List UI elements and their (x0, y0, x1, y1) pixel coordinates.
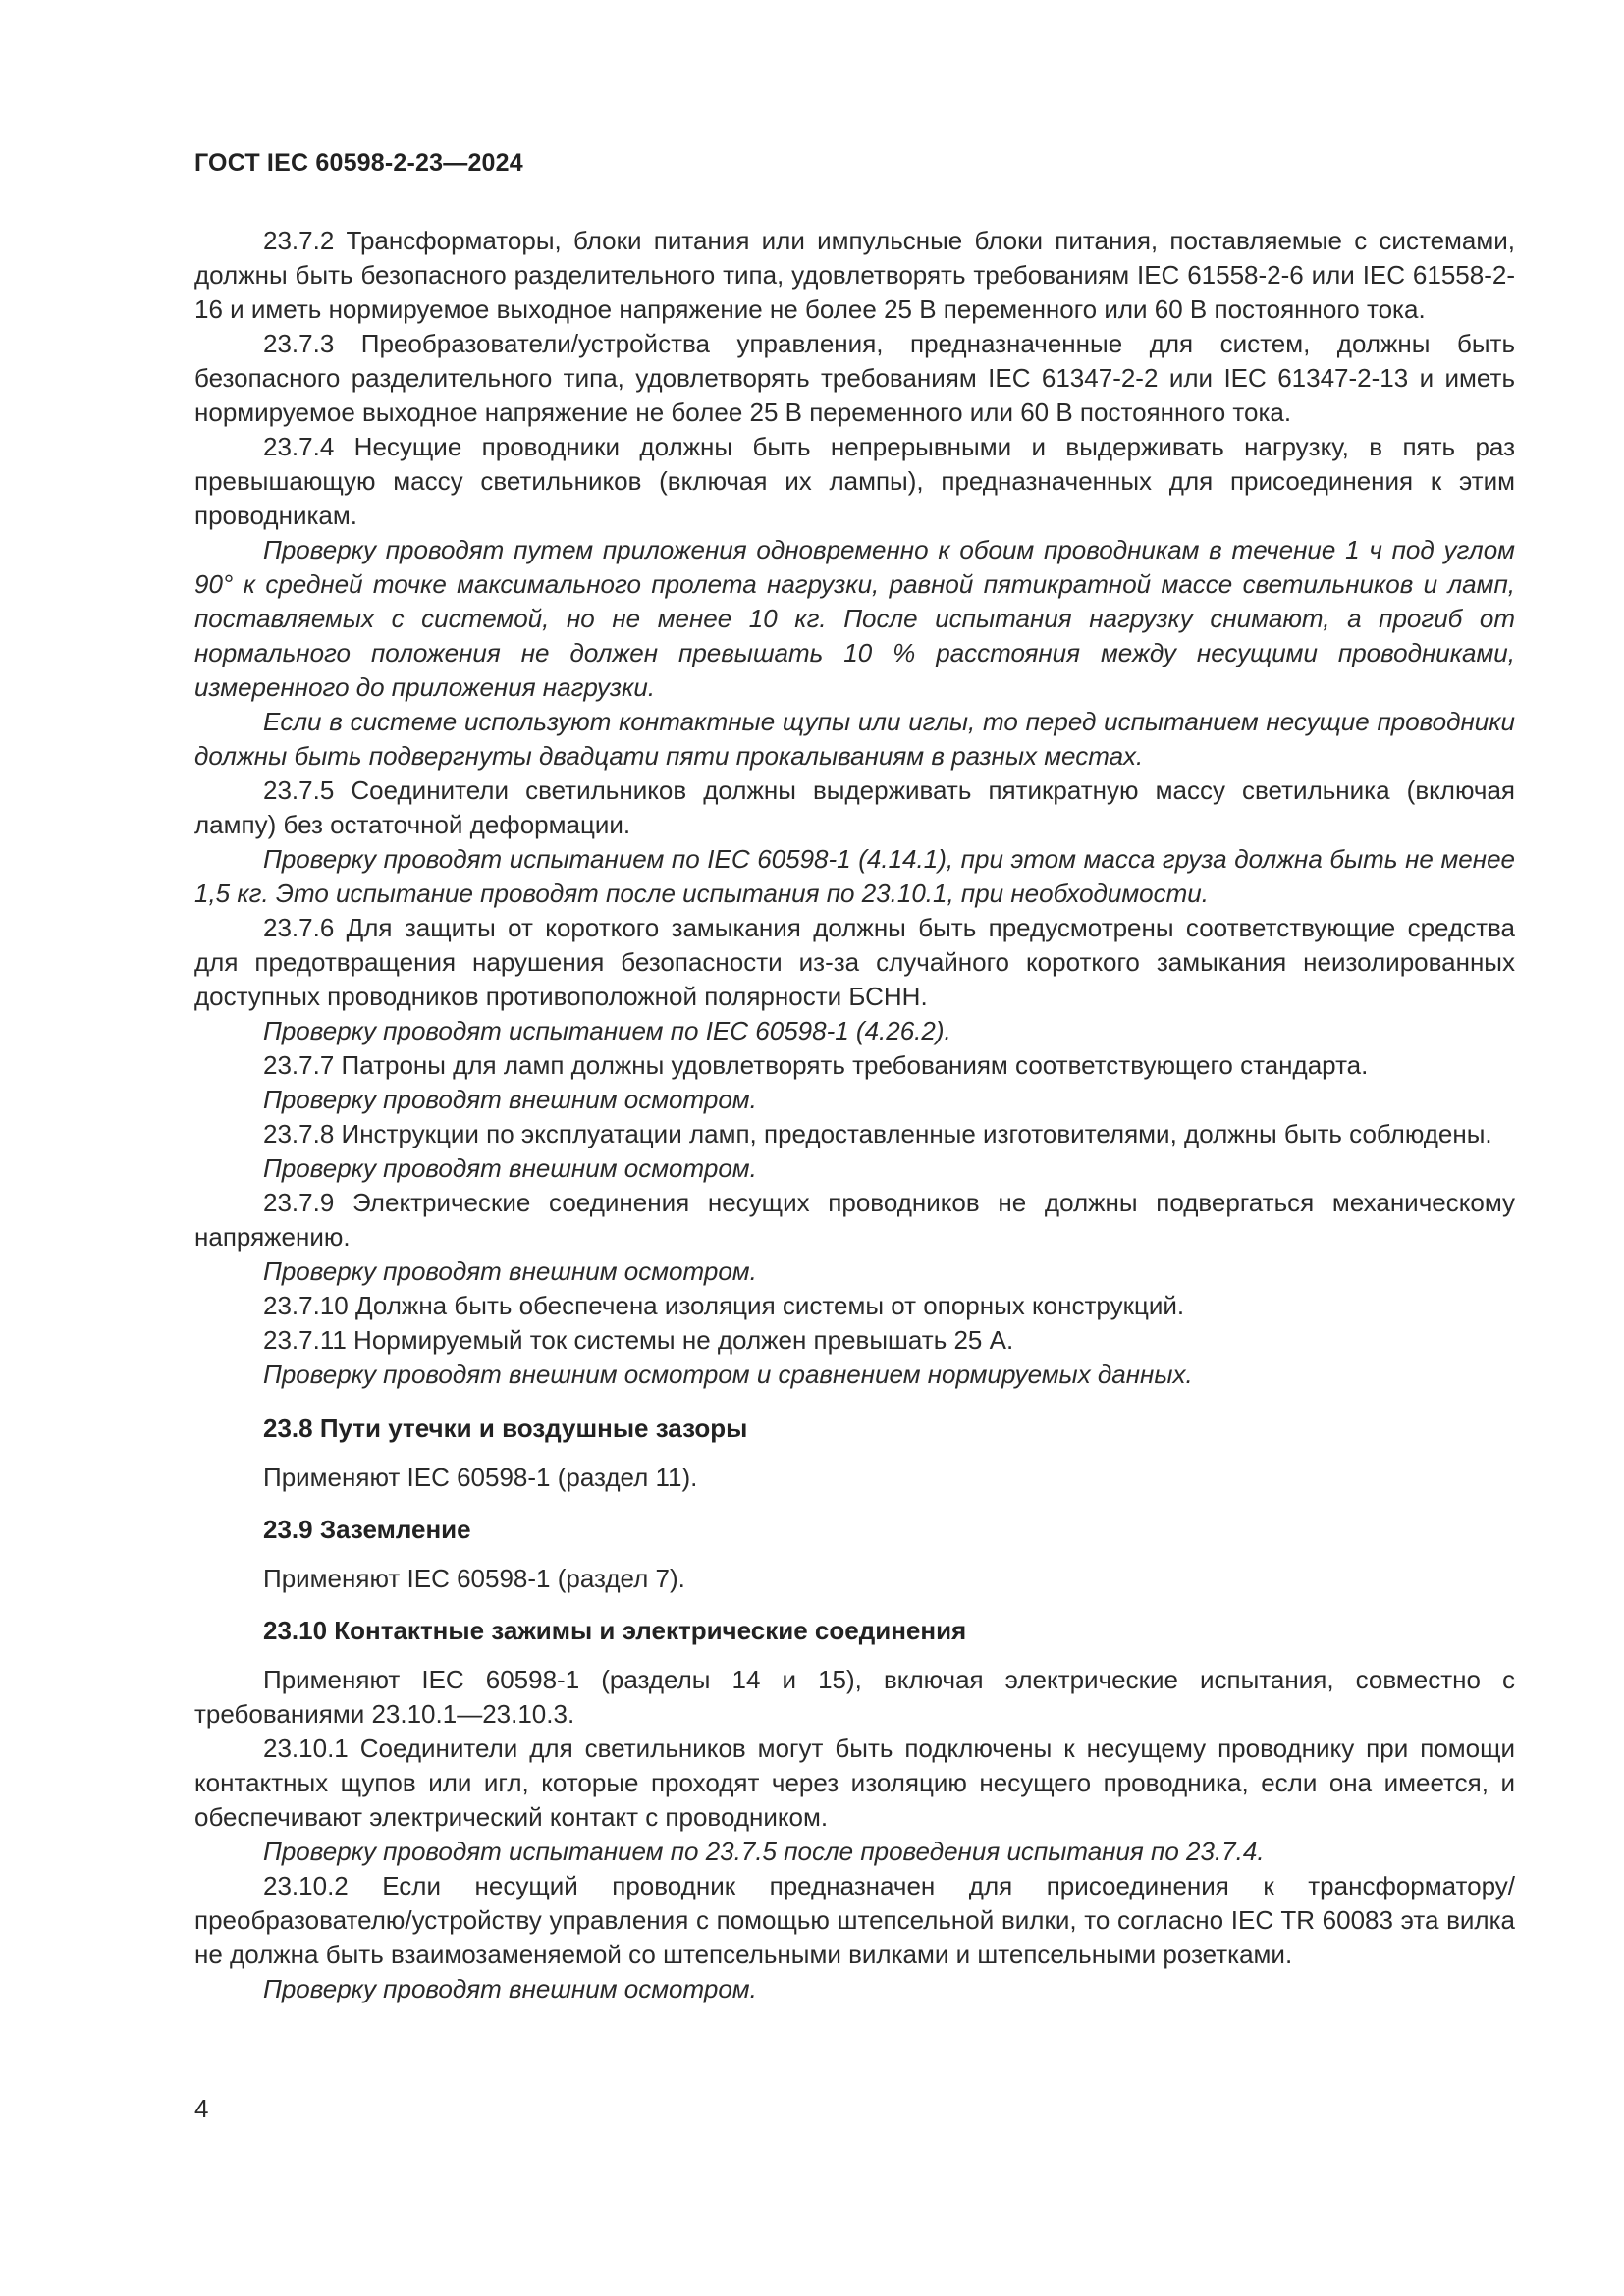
paragraph-23-7-10: 23.7.10 Должна быть обеспечена изоляция системы от опорных конструкций. (263, 1291, 1185, 1320)
heading-23-10: 23.10 Контактные зажимы и электрические соединения (263, 1616, 967, 1645)
document-body (194, 224, 1515, 2006)
paragraph-23-7-3: 23.7.3 Преобразователи/устройства управления, предназначенные для систем, должны быть безопасного разделительного типа, удовлетворять требованиям IEC 61347-2-2 или IEC 61347-2-13 и иметь нормируемое выходное напряжение не более 25 В переменного или 60 В постоянного тока. (194, 329, 1515, 427)
paragraph-23-8: Применяют IEC 60598-1 (раздел 11). (263, 1463, 698, 1492)
paragraph-23-10: Применяют IEC 60598-1 (разделы 14 и 15), включая электрические испытания, совместно с требованиями 23.10.1—23.10.3. (194, 1665, 1515, 1729)
paragraph-23-7-11-check: Проверку проводят внешним осмотром и сравнением нормируемых данных. (263, 1360, 1193, 1389)
heading-23-9: 23.9 Заземление (263, 1515, 471, 1544)
paragraph-23-7-5: 23.7.5 Соединители светильников должны выдерживать пятикратную массу светильника (включая лампу) без остаточной деформации. (194, 775, 1515, 839)
paragraph-23-10-2: 23.10.2 Если несущий проводник предназначен для присоединения к трансформатору/преобразователю/устройству управления с помощью штепсельной вилки, то согласно IEC TR 60083 эта вилка не должна быть взаимозаменяемой со штепсельными вилками и штепсельными розетками. (194, 1871, 1515, 1969)
paragraph-23-7-8-check: Проверку проводят внешним осмотром. (263, 1153, 757, 1183)
paragraph-23-7-7: 23.7.7 Патроны для ламп должны удовлетворять требованиям соответствующего стандарта. (263, 1050, 1369, 1080)
paragraph-23-7-6-check: Проверку проводят испытанием по IEC 60598-1 (4.26.2). (263, 1016, 951, 1045)
paragraph-23-10-1: 23.10.1 Соединители для светильников могут быть подключены к несущему проводнику при помощи контактных щупов или игл, которые проходят через изоляцию несущего проводника, если она имеется, и обеспечивают электрический контакт с проводником. (194, 1734, 1515, 1832)
paragraph-23-10-2-check: Проверку проводят внешним осмотром. (263, 1974, 757, 2003)
paragraph-23-7-8: 23.7.8 Инструкции по эксплуатации ламп, предоставленные изготовителями, должны быть соблюдены. (263, 1119, 1492, 1148)
paragraph-23-7-4-check-2: Если в системе используют контактные щупы или иглы, то перед испытанием несущие проводники должны быть подвергнуты двадцати пяти прокалываниям в разных местах. (194, 707, 1515, 771)
paragraph-23-7-7-check: Проверку проводят внешним осмотром. (263, 1085, 757, 1114)
paragraph-23-7-4-check-1: Проверку проводят путем приложения одновременно к обоим проводникам в течение 1 ч под углом 90° к средней точке максимального пролета нагрузки, равной пятикратной массе светильников и ламп, поставляемых с системой, но не менее 10 кг. После испытания нагрузку снимают, а прогиб от нормального положения не должен превышать 10 % расстояния между несущими проводниками, измеренного до приложения нагрузки. (194, 535, 1515, 702)
paragraph-23-7-9: 23.7.9 Электрические соединения несущих проводников не должны подвергаться механическому напряжению. (194, 1188, 1515, 1252)
document-header-title: ГОСТ IEC 60598-2-23—2024 (194, 149, 523, 177)
heading-23-8: 23.8 Пути утечки и воздушные зазоры (263, 1414, 748, 1443)
paragraph-23-7-2: 23.7.2 Трансформаторы, блоки питания или импульсные блоки питания, поставляемые с системами, должны быть безопасного разделительного типа, удовлетворять требованиям IEC 61558-2-6 или IEC 61558-2-16 и иметь нормируемое выходное напряжение не более 25 В переменного или 60 В постоянного тока. (194, 226, 1515, 324)
paragraph-23-7-6: 23.7.6 Для защиты от короткого замыкания должны быть предусмотрены соответствующие средства для предотвращения нарушения безопасности из-за случайного короткого замыкания неизолированных доступных проводников противоположной полярности БСНН. (194, 913, 1515, 1011)
page-number: 4 (194, 2094, 209, 2123)
paragraph-23-10-1-check: Проверку проводят испытанием по 23.7.5 после проведения испытания по 23.7.4. (263, 1837, 1265, 1866)
paragraph-23-7-4: 23.7.4 Несущие проводники должны быть непрерывными и выдерживать нагрузку, в пять раз превышающую массу светильников (включая их лампы), предназначенных для присоединения к этим проводникам. (194, 432, 1515, 530)
paragraph-23-9: Применяют IEC 60598-1 (раздел 7). (263, 1564, 685, 1593)
paragraph-23-7-11: 23.7.11 Нормируемый ток системы не должен превышать 25 А. (263, 1325, 1014, 1355)
paragraph-23-7-9-check: Проверку проводят внешним осмотром. (263, 1256, 757, 1286)
paragraph-23-7-5-check: Проверку проводят испытанием по IEC 60598-1 (4.14.1), при этом масса груза должна быть не менее 1,5 кг. Это испытание проводят после испытания по 23.10.1, при необходимости. (194, 844, 1515, 908)
